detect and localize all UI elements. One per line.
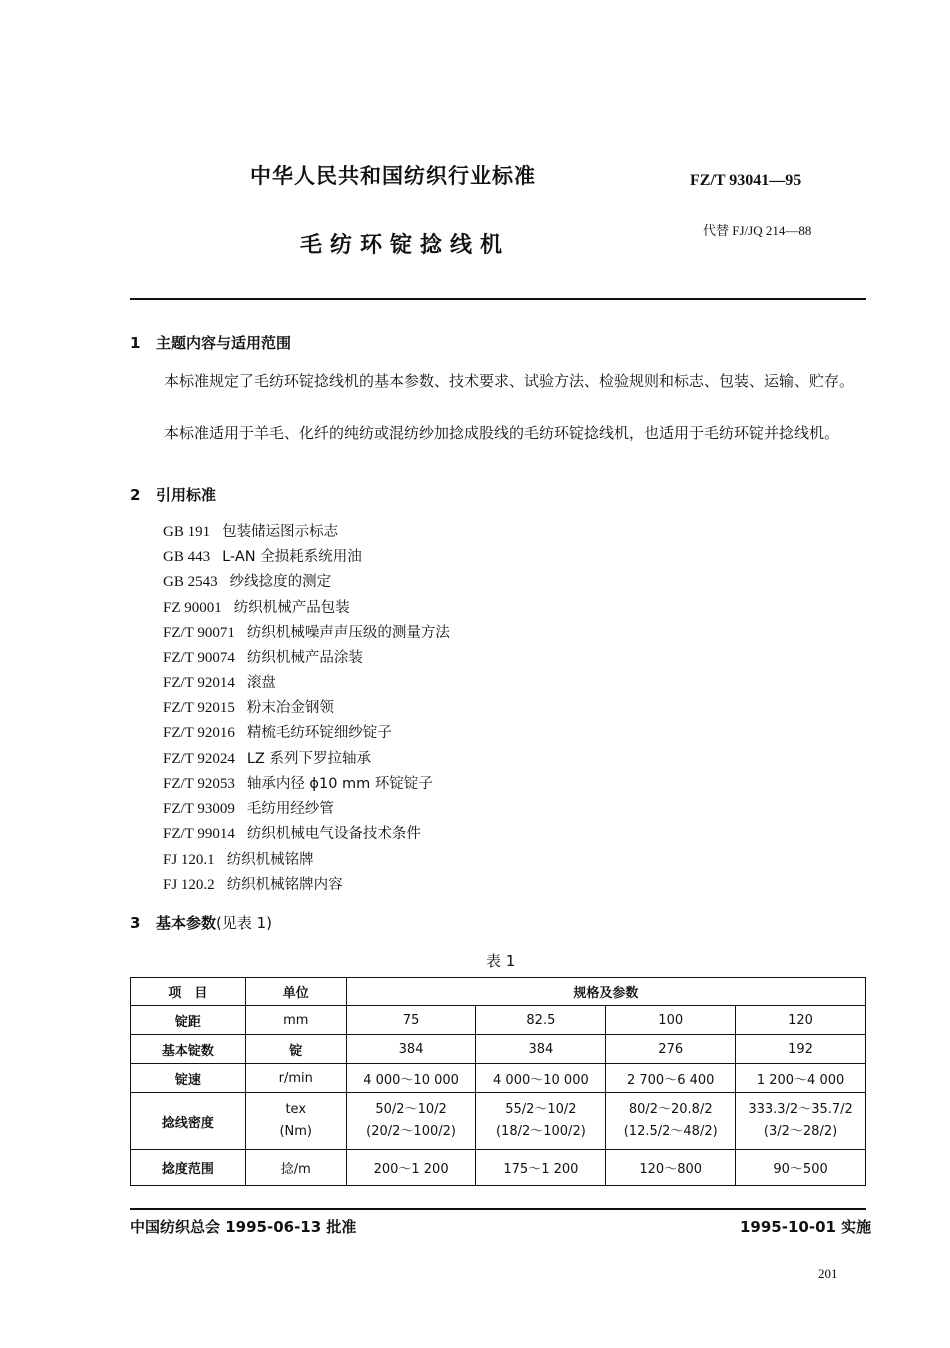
table-cell: 100	[606, 1006, 736, 1035]
reference-title: 粉末冶金钢领	[246, 700, 334, 716]
row-unit	[245, 1093, 346, 1150]
value-line: (20/2～100/2)	[366, 1124, 456, 1139]
unit-line: (Nm)	[279, 1124, 313, 1139]
table-cell: 4 000～10 000	[476, 1064, 606, 1093]
standard-code: FZ/T 93041—95	[690, 172, 802, 189]
value-line: (12.5/2～48/2)	[623, 1124, 718, 1139]
table-cell	[476, 1093, 606, 1150]
table-row	[131, 1006, 866, 1035]
header-divider	[130, 298, 866, 300]
table-row	[131, 1093, 866, 1150]
reference-title: 纱线捻度的测定	[229, 574, 332, 590]
section-number: 3	[130, 914, 141, 932]
reference-code: FJ 120.1	[163, 852, 215, 868]
row-unit: 锭	[245, 1035, 346, 1064]
reference-code: GB 443	[163, 549, 211, 565]
row-unit: mm	[245, 1006, 346, 1035]
row-unit: r/min	[245, 1064, 346, 1093]
header-spec: 规格及参数	[346, 978, 865, 1006]
header-item: 项 目	[131, 978, 246, 1006]
section-title: 主题内容与适用范围	[156, 334, 292, 352]
issued-date: 中国纺织总会 1995-06-13 批准	[130, 1218, 357, 1236]
value-line: (18/2～100/2)	[495, 1124, 586, 1139]
section-title: 引用标准	[156, 486, 217, 504]
reference-code: FZ/T 92053	[163, 776, 235, 792]
footer-divider	[130, 1208, 866, 1210]
reference-title: 轴承内径 ϕ10 mm 环锭锭子	[246, 776, 433, 792]
page-number: 201	[818, 1266, 838, 1281]
reference-title: 纺织机械产品涂装	[246, 650, 363, 666]
paragraph: 本标准适用于羊毛、化纤的纯纺或混纺纱加捻成股线的毛纺环锭捻线机，也适用于毛纺环锭并捻线机。	[164, 424, 840, 442]
table-caption: 表 1	[486, 952, 516, 970]
section-title: 基本参数	[156, 914, 217, 932]
reference-code: FZ/T 92015	[163, 700, 235, 716]
reference-item	[163, 646, 363, 667]
reference-code: FZ/T 90071	[163, 625, 235, 641]
row-label: 基本锭数	[131, 1035, 246, 1064]
reference-title: LZ 系列下罗拉轴承	[246, 751, 371, 767]
reference-item	[163, 596, 350, 617]
header-unit: 单位	[245, 978, 346, 1006]
table-row	[131, 1150, 866, 1186]
row-unit: 捻/m	[245, 1150, 346, 1186]
value-line: 80/2～20.8/2	[628, 1102, 713, 1117]
reference-code: FZ/T 99014	[163, 826, 235, 842]
table-cell	[606, 1093, 736, 1150]
spec-table	[130, 977, 866, 1186]
reference-title: 毛纺用经纱管	[246, 801, 334, 817]
section-note: (见表 1)	[216, 914, 273, 932]
paragraph: 本标准规定了毛纺环锭捻线机的基本参数、技术要求、试验方法、检验规则和标志、包装、运输、贮存。	[164, 372, 855, 390]
table-cell: 4 000～10 000	[346, 1064, 476, 1093]
reference-code: FZ/T 92024	[163, 751, 235, 767]
table-cell: 276	[606, 1035, 736, 1064]
reference-item	[163, 621, 450, 642]
standard-title: 中华人民共和国纺织行业标准	[250, 164, 536, 188]
reference-title: 纺织机械产品包装	[233, 600, 350, 616]
reference-title: 纺织机械铭牌	[226, 852, 314, 868]
reference-code: FZ/T 92014	[163, 675, 235, 691]
reference-code: FJ 120.2	[163, 877, 215, 893]
reference-code: GB 2543	[163, 574, 218, 590]
reference-title: 精梳毛纺环锭细纱锭子	[246, 725, 392, 741]
table-cell	[346, 1093, 476, 1150]
table-header-row	[131, 978, 866, 1006]
section-number: 2	[130, 486, 141, 504]
value-line: (3/2～28/2)	[763, 1124, 838, 1139]
table-cell: 192	[736, 1035, 866, 1064]
table-cell: 1 200～4 000	[736, 1064, 866, 1093]
table-row	[131, 1035, 866, 1064]
table-cell: 384	[476, 1035, 606, 1064]
reference-code: FZ 90001	[163, 600, 222, 616]
section-1-heading	[130, 332, 291, 353]
reference-item	[163, 520, 338, 541]
reference-item	[163, 570, 331, 591]
reference-title: 纺织机械铭牌内容	[226, 877, 343, 893]
row-label: 捻度范围	[131, 1150, 246, 1186]
reference-item	[163, 873, 343, 894]
reference-code: FZ/T 93009	[163, 801, 235, 817]
table-cell: 82.5	[476, 1006, 606, 1035]
replaces-note: 代替 FJ/JQ 214—88	[703, 223, 812, 238]
table-row	[131, 1064, 866, 1093]
table-cell	[736, 1093, 866, 1150]
reference-item	[163, 822, 421, 843]
section-3-heading	[130, 912, 272, 933]
reference-item	[163, 772, 433, 793]
table-cell: 384	[346, 1035, 476, 1064]
reference-item	[163, 848, 314, 869]
table-cell: 120	[736, 1006, 866, 1035]
reference-item	[163, 797, 334, 818]
unit-line: tex	[285, 1102, 307, 1117]
section-number: 1	[130, 334, 141, 352]
reference-title: 纺织机械电气设备技术条件	[246, 826, 421, 842]
table-cell: 175～1 200	[476, 1150, 606, 1186]
table-cell: 200～1 200	[346, 1150, 476, 1186]
table-cell: 90～500	[736, 1150, 866, 1186]
reference-item	[163, 696, 334, 717]
row-label: 锭距	[131, 1006, 246, 1035]
row-label: 捻线密度	[131, 1093, 246, 1150]
value-line: 50/2～10/2	[375, 1102, 447, 1117]
reference-code: FZ/T 92016	[163, 725, 235, 741]
value-line: 55/2～10/2	[505, 1102, 577, 1117]
table-cell: 120～800	[606, 1150, 736, 1186]
effective-date: 1995-10-01 实施	[740, 1218, 872, 1236]
section-2-heading	[130, 484, 216, 505]
reference-code: FZ/T 90074	[163, 650, 235, 666]
reference-title: 滚盘	[246, 675, 276, 691]
reference-item	[163, 747, 371, 768]
reference-title: L-AN 全损耗系统用油	[222, 549, 362, 565]
table-cell: 2 700～6 400	[606, 1064, 736, 1093]
reference-title: 包装储运图示标志	[222, 524, 339, 540]
table-cell: 75	[346, 1006, 476, 1035]
reference-title: 纺织机械噪声声压级的测量方法	[246, 625, 450, 641]
reference-code: GB 191	[163, 524, 211, 540]
document-title: 毛纺环锭捻线机	[300, 233, 511, 258]
reference-item	[163, 545, 362, 566]
reference-item	[163, 721, 392, 742]
value-line: 333.3/2～35.7/2	[748, 1102, 853, 1117]
reference-item	[163, 671, 276, 692]
row-label: 锭速	[131, 1064, 246, 1093]
